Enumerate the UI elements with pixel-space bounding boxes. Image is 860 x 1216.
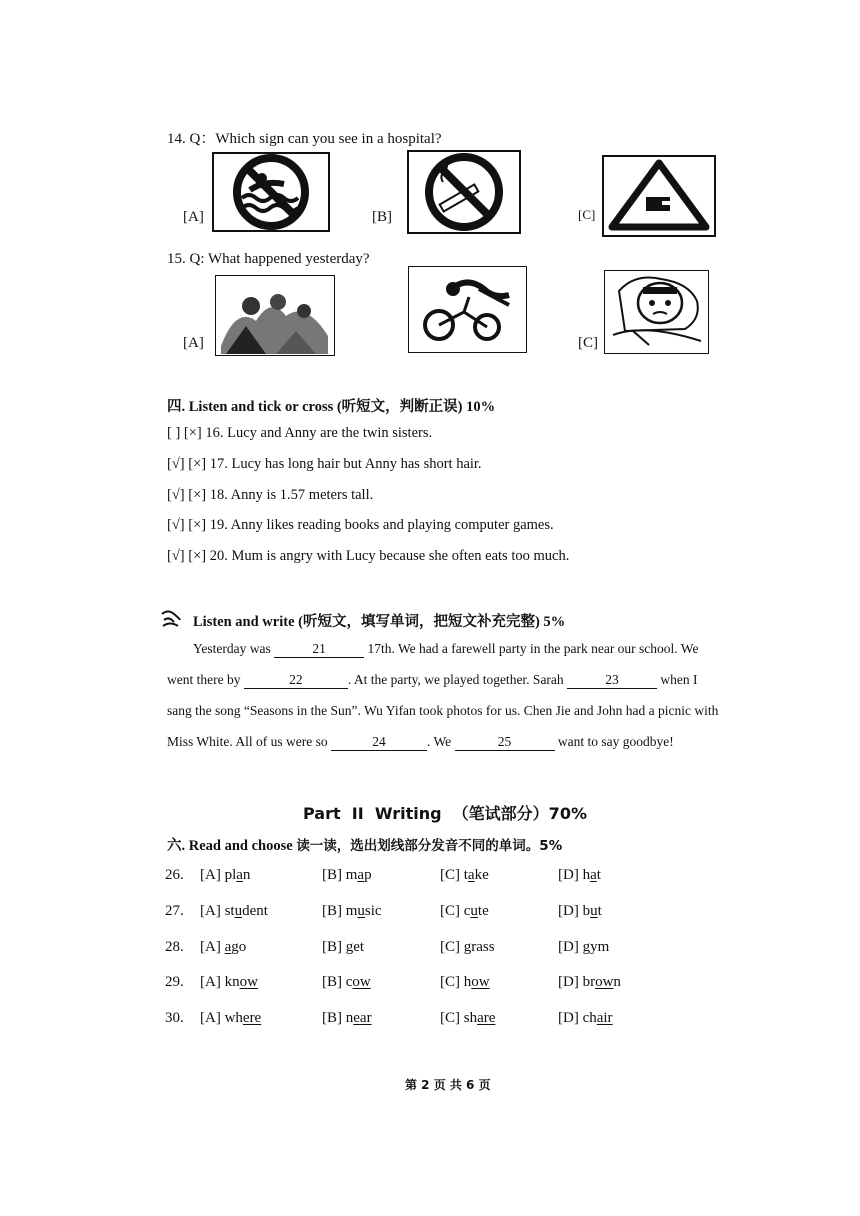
blank-21[interactable]: 21 bbox=[274, 641, 364, 658]
caution-triangle-icon bbox=[604, 157, 714, 235]
choice-option[interactable] bbox=[558, 867, 601, 884]
option-text: [B] m bbox=[322, 867, 358, 883]
underlined-part: g bbox=[582, 939, 591, 955]
choice-option[interactable] bbox=[558, 974, 621, 991]
choice-option[interactable] bbox=[440, 939, 495, 956]
q14-label-a: [A] bbox=[183, 209, 204, 225]
page-footer: 第 2 页 共 6 页 bbox=[405, 1078, 491, 1092]
option-text: [B] c bbox=[322, 974, 353, 990]
choice-option[interactable] bbox=[200, 903, 268, 920]
question-number: 28. bbox=[165, 939, 184, 955]
option-text: go bbox=[231, 939, 247, 955]
option-text: ym bbox=[590, 939, 610, 955]
question-number: 27. bbox=[165, 903, 184, 919]
list-item bbox=[167, 548, 569, 565]
option-text: [C] t bbox=[440, 867, 468, 883]
underlined-part: ear bbox=[353, 1010, 372, 1026]
tick-box[interactable]: [√] bbox=[167, 456, 185, 472]
cross-box[interactable]: [×] bbox=[188, 456, 207, 472]
passage-line-2: went there by 22 . At the party, we played together. Sarah 23 when I bbox=[167, 672, 698, 687]
statement-text: 17. Lucy has long hair but Anny has short hair. bbox=[209, 456, 482, 472]
section6-title: 六. Read and choose 读一读，选出划线部分发音不同的单词。5% bbox=[167, 838, 563, 854]
choice-option[interactable] bbox=[322, 1010, 372, 1027]
choice-option[interactable] bbox=[200, 867, 250, 884]
cross-box[interactable]: [×] bbox=[183, 425, 202, 441]
list-item bbox=[167, 487, 373, 504]
option-text: t bbox=[597, 903, 602, 919]
option-text: [A] kn bbox=[200, 974, 240, 990]
underlined-part: ow bbox=[352, 974, 371, 990]
cross-box[interactable]: [×] bbox=[188, 487, 207, 503]
tick-box[interactable]: [√] bbox=[167, 487, 185, 503]
cross-box[interactable]: [×] bbox=[188, 517, 207, 533]
underlined-part: u bbox=[234, 903, 243, 919]
q14-question: 14. Q：Which sign can you see in a hospital? bbox=[167, 131, 442, 147]
underlined-part: air bbox=[596, 1010, 613, 1026]
choice-option[interactable] bbox=[440, 974, 490, 991]
underlined-part: ere bbox=[242, 1010, 262, 1026]
underlined-part: are bbox=[477, 1010, 496, 1026]
option-text: [D] h bbox=[558, 867, 591, 883]
option-text: [A] st bbox=[200, 903, 235, 919]
statement-text: 16. Lucy and Anny are the twin sisters. bbox=[205, 425, 433, 441]
q15-label-a: [A] bbox=[183, 335, 204, 351]
option-text: p bbox=[364, 867, 372, 883]
choice-option[interactable] bbox=[322, 939, 364, 956]
option-text: te bbox=[477, 903, 489, 919]
underlined-part: ow bbox=[595, 974, 614, 990]
section4-title: 四. Listen and tick or cross (听短文，判断正误) 10% bbox=[167, 399, 496, 415]
blank-24[interactable]: 24 bbox=[331, 734, 427, 751]
option-text: [C] c bbox=[440, 903, 471, 919]
choice-option[interactable] bbox=[322, 903, 382, 920]
tick-box[interactable]: [ ] bbox=[167, 425, 181, 441]
q15-question: 15. Q: What happened yesterday? bbox=[167, 251, 370, 267]
underlined-part: g bbox=[463, 939, 472, 955]
q15-option-a[interactable] bbox=[215, 275, 335, 356]
blank-23[interactable]: 23 bbox=[567, 672, 657, 689]
option-text: sic bbox=[364, 903, 382, 919]
no-smoking-icon bbox=[409, 152, 519, 232]
option-text: [B] bbox=[322, 939, 346, 955]
scribble-icon bbox=[160, 608, 182, 630]
q14-label-c: [C] bbox=[578, 207, 596, 222]
question-number: 29. bbox=[165, 974, 184, 990]
option-text: [C] bbox=[440, 939, 464, 955]
q15-label-c: [C] bbox=[578, 335, 598, 351]
statement-text: 18. Anny is 1.57 meters tall. bbox=[209, 487, 374, 503]
statement-text: 20. Mum is angry with Lucy because she often eats too much. bbox=[209, 548, 570, 564]
sick-in-bed-icon bbox=[605, 271, 708, 353]
underlined-part: a bbox=[590, 867, 597, 883]
blank-22[interactable]: 22 bbox=[244, 672, 348, 689]
option-text: ke bbox=[474, 867, 489, 883]
option-text: [C] h bbox=[440, 974, 472, 990]
q14-label-b: [B] bbox=[372, 209, 392, 225]
option-text: [A] bbox=[200, 939, 225, 955]
underlined-part: a bbox=[467, 867, 475, 883]
option-text: [D] br bbox=[558, 974, 596, 990]
option-text: t bbox=[596, 867, 601, 883]
fallen-bike-icon bbox=[409, 267, 526, 352]
option-text: n bbox=[613, 974, 621, 990]
passage-line-4: Miss White. All of us were so 24 . We 25 want to say goodbye! bbox=[167, 734, 674, 749]
people-gathering-icon bbox=[216, 276, 334, 355]
underlined-part: a bbox=[224, 939, 232, 955]
choice-option[interactable] bbox=[440, 1010, 495, 1027]
option-text: [D] b bbox=[558, 903, 591, 919]
underlined-part: g bbox=[345, 939, 354, 955]
tick-box[interactable]: [√] bbox=[167, 517, 185, 533]
question-number: 26. bbox=[165, 867, 184, 883]
q15-option-c[interactable] bbox=[604, 270, 709, 354]
option-text: et bbox=[353, 939, 365, 955]
option-text: n bbox=[242, 867, 251, 883]
option-text: [A] wh bbox=[200, 1010, 243, 1026]
choice-option[interactable] bbox=[200, 974, 258, 991]
q14-option-c[interactable] bbox=[602, 155, 716, 237]
choice-option[interactable] bbox=[440, 867, 489, 884]
list-item bbox=[167, 517, 554, 534]
q14-option-a[interactable] bbox=[212, 152, 330, 232]
passage-line-1: Yesterday was 21 17th. We had a farewell party in the park near our school. We bbox=[193, 641, 699, 656]
no-swimming-icon bbox=[214, 154, 328, 230]
option-text: [B] m bbox=[322, 903, 358, 919]
choice-option[interactable] bbox=[200, 939, 246, 956]
underlined-part: ow bbox=[239, 974, 258, 990]
option-text: rass bbox=[471, 939, 495, 955]
blank-25[interactable]: 25 bbox=[455, 734, 555, 751]
part2-title: Part II Writing （笔试部分）70% bbox=[303, 804, 587, 823]
underlined-part: u bbox=[470, 903, 478, 919]
underlined-part: a bbox=[236, 867, 243, 883]
option-text: [C] sh bbox=[440, 1010, 478, 1026]
list-item bbox=[167, 425, 432, 442]
q15-option-b[interactable] bbox=[408, 266, 527, 353]
choice-option[interactable] bbox=[322, 974, 371, 991]
question-number: 30. bbox=[165, 1010, 184, 1026]
choice-option[interactable] bbox=[558, 939, 609, 956]
q14-option-b[interactable] bbox=[407, 150, 521, 234]
option-text: dent bbox=[242, 903, 268, 919]
section5-mark bbox=[160, 608, 182, 635]
option-text: [D] ch bbox=[558, 1010, 597, 1026]
choice-option[interactable] bbox=[558, 1010, 613, 1027]
choice-option[interactable] bbox=[200, 1010, 261, 1027]
cross-box[interactable]: [×] bbox=[188, 548, 207, 564]
tick-box[interactable]: [√] bbox=[167, 548, 185, 564]
statement-text: 19. Anny likes reading books and playing computer games. bbox=[209, 517, 554, 533]
underlined-part: u bbox=[357, 903, 365, 919]
passage-line-3: sang the song “Seasons in the Sun”. Wu Yifan took photos for us. Chen Jie and John had a picnic with bbox=[167, 703, 719, 718]
choice-option[interactable] bbox=[558, 903, 602, 920]
choice-option[interactable] bbox=[322, 867, 372, 884]
option-text: [B] n bbox=[322, 1010, 354, 1026]
underlined-part: ow bbox=[471, 974, 490, 990]
section5-title: Listen and write (听短文，填写单词，把短文补充完整) 5% bbox=[193, 614, 566, 630]
underlined-part: u bbox=[590, 903, 598, 919]
option-text: [A] pl bbox=[200, 867, 237, 883]
list-item bbox=[167, 456, 482, 473]
option-text: [D] bbox=[558, 939, 583, 955]
choice-option[interactable] bbox=[440, 903, 489, 920]
underlined-part: a bbox=[357, 867, 365, 883]
